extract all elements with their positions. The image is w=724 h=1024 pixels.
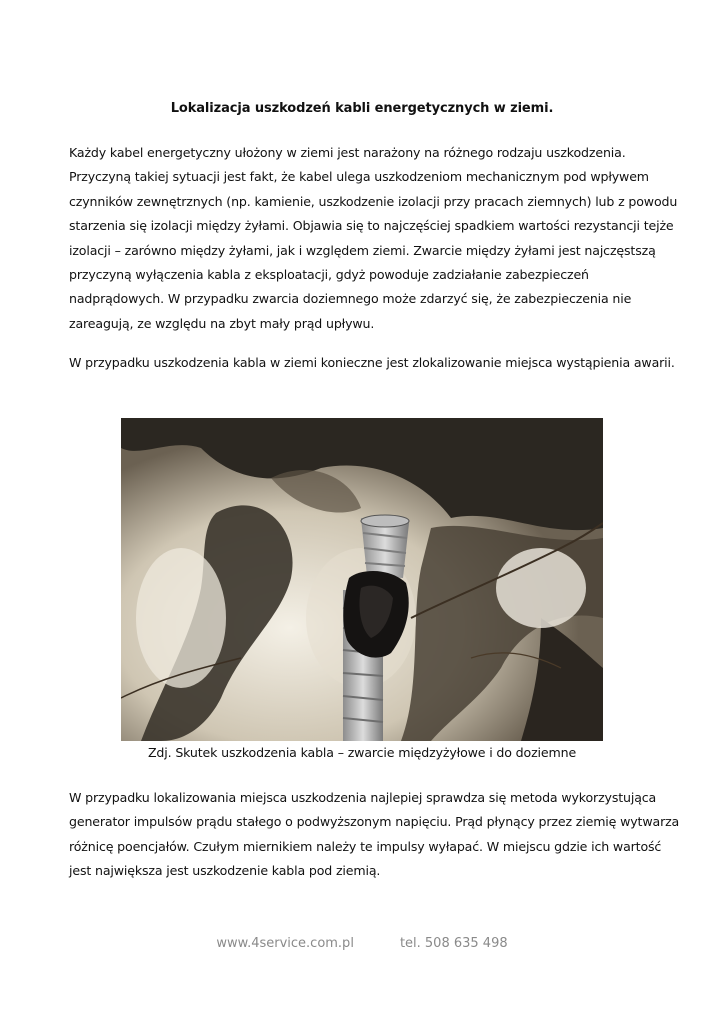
- paragraph-line: W przypadku lokalizowania miejsca uszkodzenia najlepiej sprawdza się metoda wykorzystująca: [69, 790, 657, 805]
- paragraph-line: zareagują, ze względu na zbyt mały prąd upływu.: [69, 315, 375, 331]
- paragraph-method: [69, 786, 680, 884]
- paragraph-line: jest największa jest uszkodzenie kabla pod ziemią.: [69, 863, 381, 879]
- paragraph-line: izolacji – zarówno między żyłami, jak i względem ziemi. Zwarcie między żyłami jest najczęstszą: [69, 242, 656, 258]
- paragraph-intro: [69, 141, 678, 336]
- paragraph-localization-need: [69, 351, 675, 375]
- footer-website: www.4service.com.pl: [216, 936, 354, 951]
- page-footer: [0, 936, 724, 951]
- paragraph-line: różnicę poencjałów. Czułym miernikiem należy te impulsy wyłapać. W miejscu gdzie ich wartość: [69, 838, 662, 854]
- damaged-cable-photo: [121, 418, 603, 741]
- footer-phone: tel. 508 635 498: [399, 936, 508, 951]
- document-title: Lokalizacja uszkodzeń kabli energetycznych w ziemi.: [170, 101, 554, 116]
- paragraph-line: Przyczyną takiej sytuacji jest fakt, że kabel ulega uszkodzeniom mechanicznym pod wpływem: [69, 169, 649, 185]
- paragraph-line: przyczyną wyłączenia kabla z eksploatacji, gdyż powoduje zadziałanie zabezpieczeń: [69, 267, 589, 283]
- paragraph-line: generator impulsów prądu stałego o podwyższonym napięciu. Prąd płynący przez ziemię wytwarza: [69, 814, 680, 830]
- paragraph-line: Każdy kabel energetyczny ułożony w ziemi jest narażony na różnego rodzaju uszkodzenia.: [69, 145, 626, 160]
- paragraph-line: starzenia się izolacji między żyłami. Objawia się to najczęściej spadkiem wartości rezystancji tejże: [69, 218, 674, 234]
- paragraph-line: W przypadku uszkodzenia kabla w ziemi konieczne jest zlokalizowanie miejsca wystąpienia awarii.: [69, 355, 675, 370]
- paragraph-line: czynników zewnętrznych (np. kamienie, uszkodzenie izolacji przy pracach ziemnych) lub z powodu: [69, 193, 678, 209]
- photo-caption: Zdj. Skutek uszkodzenia kabla – zwarcie międzyżyłowe i do doziemne: [147, 745, 577, 760]
- paragraph-line: nadprądowych. W przypadku zwarcia doziemnego może zdarzyć się, że zabezpieczenia nie: [69, 291, 632, 307]
